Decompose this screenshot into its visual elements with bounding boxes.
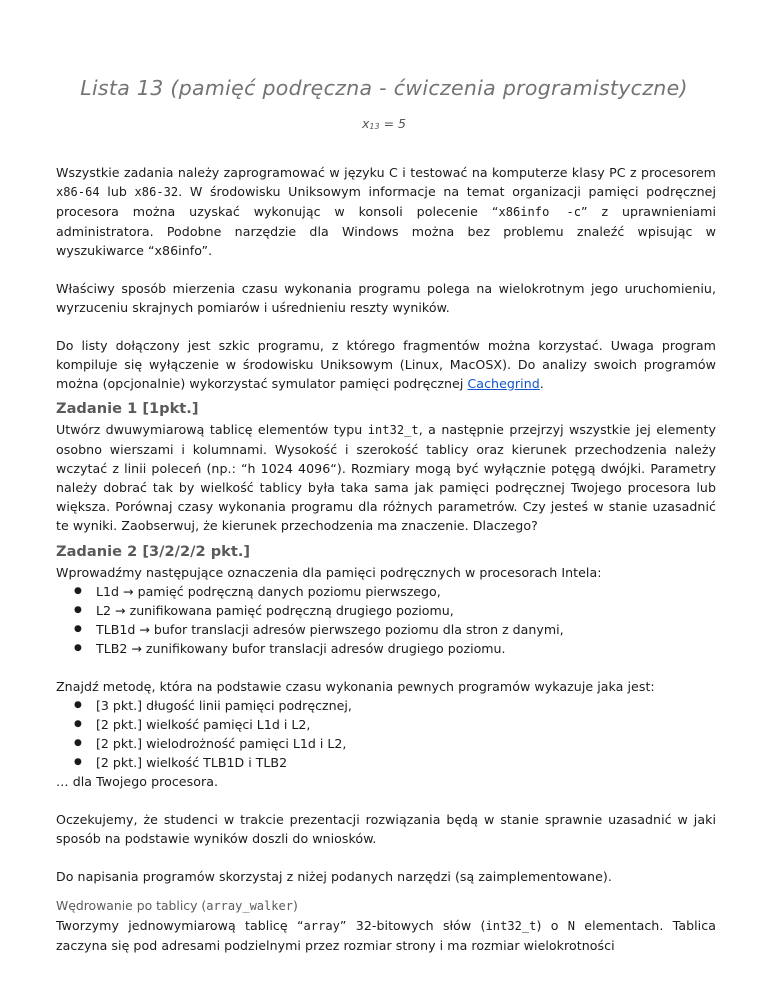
- text: Do listy dołączony jest szkic programu, z którego fragmentów można korzystać. Uwaga program kompiluje się wyłączenie w środowisku Uniksowym (Linux, MacOSX). Do analizy swoich programów można (opcjonalnie) wykorzystać symulator pamięci podręcznej: [56, 338, 716, 391]
- intro-paragraph-1: [56, 163, 716, 260]
- text: . W środowisku Uniksowym informacje na temat organizacji pamięci podręcznej procesora można uzyskać wykonując w konsoli polecenie “: [56, 184, 716, 219]
- list-item: ● [2 pkt.] wielkość TLB1D i TLB2: [86, 753, 716, 772]
- text: elementach. Tablica zaczyna się pod adresami podzielnymi przez rozmiar strony i ma rozmiar wielokrotności: [56, 918, 716, 953]
- intro-paragraph-3: [56, 336, 716, 393]
- document-body: [56, 163, 716, 955]
- cachegrind-link[interactable]: Cachegrind: [467, 376, 540, 391]
- zadanie-1-text: [56, 420, 716, 535]
- subtitle-var: x: [362, 116, 370, 131]
- text: .: [539, 376, 544, 391]
- zadanie-2-tools: Do napisania programów skorzystaj z niżej podanych narzędzi (są zaimplementowane).: [56, 869, 612, 884]
- definitions-list: [56, 582, 716, 658]
- text: ) o: [536, 918, 568, 933]
- list-item: ● [2 pkt.] wielkość pamięci L1d i L2,: [86, 715, 716, 734]
- list-item: ● TLB2 → zunifikowany bufor translacji adresów drugiego poziomu.: [86, 639, 716, 658]
- code-inline: int32_t: [367, 423, 419, 437]
- zadanie-2-expectation: Oczekujemy, że studenci w trakcie prezentacji rozwiązania będą w stanie sprawnie uzasadnić w jaki sposób na podstawie wyników doszli do wniosków.: [56, 812, 716, 846]
- list-item: ● [2 pkt.] wielodrożność pamięci L1d i L2,: [86, 734, 716, 753]
- subtitle-subscript: 13: [369, 122, 380, 131]
- code-inline: x86-32: [134, 185, 179, 199]
- code-inline: x86-64: [56, 185, 100, 199]
- subtitle-value: = 5: [379, 116, 406, 131]
- text: Utwórz dwuwymiarową tablicę elementów typu: [56, 422, 368, 437]
- zadanie-2-heading: Zadanie 2 [3/2/2/2 pkt.]: [56, 543, 251, 560]
- intro-paragraph-2: Właściwy sposób mierzenia czasu wykonania programu polega na wielokrotnym jego uruchomieniu, wyrzuceniu skrajnych pomiarów i uśrednieniu reszty wyników.: [56, 281, 716, 315]
- zadanie-1-heading: Zadanie 1 [1pkt.]: [56, 400, 199, 417]
- text: ” z uprawnieniami administratora. Podobne narzędzie dla Windows można bez problemu znaleźć wpisując w wyszukiwarce “x86info”.: [56, 204, 717, 258]
- page-subtitle: [0, 116, 768, 131]
- text: lub: [99, 184, 135, 199]
- zadanie-2-intro: Wprowadźmy następujące oznaczenia dla pamięci podręcznych w procesorach Intela:: [56, 565, 602, 580]
- list-item: ● L1d → pamięć podręczną danych poziomu pierwszego,: [86, 582, 716, 601]
- list-item: ● [3 pkt.] długość linii pamięci podręcznej,: [86, 696, 716, 715]
- zadanie-2-tail: … dla Twojego procesora.: [56, 774, 219, 789]
- page-title: Lista 13 (pamięć podręczna - ćwiczenia programistyczne): [80, 76, 688, 100]
- code-inline: array: [303, 919, 340, 933]
- text: , a następnie przejrzyj wszystkie jej elementy osobno wierszami i kolumnami. Wysokość i szerokość tablicy oraz kierunek przechodzenia należy wczytać z linii poleceń (np.: “h 1024 4096“). Rozmiary mogą być wyłącznie potęgą dwójki. Parametry należy dobrać tak by wielkość tablicy była taka sama jak pamięci podręcznej Twojego procesora lub większa. Porównaj czasy wykonania programu dla różnych parametrów. Czy jesteś w stanie uzasadnić te wyniki. Zaobserwuj, że kierunek przechodzenia ma znaczenie. Dlaczego?: [56, 422, 717, 533]
- text: ): [292, 898, 298, 913]
- code-inline: x86info -c: [498, 205, 582, 219]
- text: Wszystkie zadania należy zaprogramować w języku C i testować na komputerze klasy PC z procesorem: [56, 165, 716, 180]
- list-item: ● TLB1d → bufor translacji adresów pierwszego poziomu dla stron z danymi,: [86, 620, 716, 639]
- code-inline: N: [567, 919, 576, 933]
- zadanie-2-task: Znajdź metodę, która na podstawie czasu wykonania pewnych programów wykazuje jaka jest:: [56, 679, 655, 694]
- text: Wędrowanie po tablicy (: [56, 898, 207, 913]
- text: ” 32-bitowych słów (: [339, 918, 486, 933]
- tasks-list: [56, 696, 716, 772]
- array-walker-text: [56, 916, 716, 955]
- code-inline: array_walker: [206, 899, 293, 913]
- code-inline: int32_t: [485, 919, 537, 933]
- array-walker-heading: [56, 896, 716, 916]
- list-item: ● L2 → zunifikowana pamięć podręczną drugiego poziomu,: [86, 601, 716, 620]
- text: Tworzymy jednowymiarową tablicę “: [56, 918, 304, 933]
